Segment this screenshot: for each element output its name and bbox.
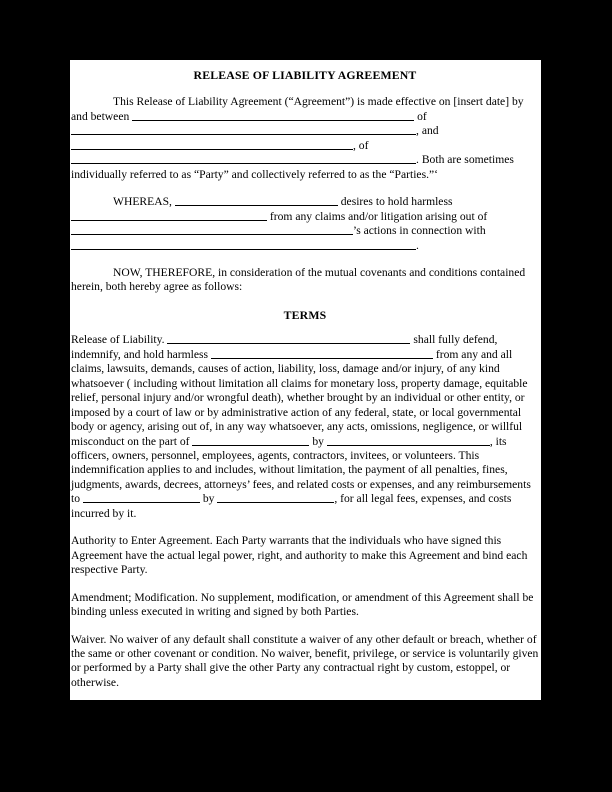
clause-release-of-liability: [71, 333, 539, 521]
blank-misconduct-actor[interactable]: [327, 435, 490, 446]
clause-authority-to-enter-agreement: [71, 534, 539, 577]
clause-label-amendment: Amendment; Modification.: [71, 590, 198, 604]
document-page: [70, 60, 541, 700]
whereas-desires-text: desires to hold harmless: [340, 195, 453, 209]
blank-whereas-harmless-party[interactable]: [71, 210, 267, 221]
blank-reimbursement-payer[interactable]: [217, 492, 334, 503]
blank-misconduct-party[interactable]: [192, 435, 309, 446]
intro-paragraph: [71, 95, 539, 182]
blank-party-one[interactable]: [132, 110, 414, 121]
clause-text-seg-1: shall fully defend, indemnify, and hold harmless: [71, 333, 498, 361]
intro-of-label-1: of: [417, 109, 427, 123]
clause-text-amendment: No supplement, modification, or amendment of this Agreement shall be binding unless executed in writing and signed by both Parties.: [71, 590, 534, 619]
whereas-period: .: [416, 238, 419, 252]
blank-party-two-address[interactable]: [71, 153, 416, 164]
now-therefore-text: NOW, THEREFORE, in consideration of the mutual covenants and conditions contained herein, both hereby agree as follows:: [71, 265, 526, 294]
blank-indemnitor[interactable]: [167, 333, 410, 344]
intro-parties-line: “Parties.”‘: [389, 167, 438, 181]
clause-amendment-modification: [71, 591, 539, 620]
clause-label-authority: Authority to Enter Agreement.: [71, 534, 213, 548]
whereas-from-claims-text: from any claims and/or litigation arising out of: [269, 209, 488, 223]
clause-waiver: [71, 633, 539, 691]
clause-label-release-of-liability: Release of Liability.: [71, 333, 165, 347]
clause-text-seg-3: by: [312, 434, 324, 448]
clause-text-seg-5: by: [202, 492, 215, 506]
blank-whereas-party[interactable]: [175, 195, 338, 206]
blank-indemnitee[interactable]: [211, 348, 433, 359]
intro-period: .: [416, 153, 419, 167]
clause-label-waiver: Waiver.: [71, 632, 107, 646]
blank-whereas-actor[interactable]: [71, 224, 353, 235]
intro-and-label: and: [421, 124, 439, 138]
whereas-paragraph: [71, 195, 539, 253]
now-therefore-paragraph: [71, 266, 539, 295]
terms-heading: TERMS: [283, 307, 327, 322]
clause-text-seg-2: from any and all claims, lawsuits, demands, causes of action, liability, loss, damage and/or injury, of any kind whatsoever ( including without limitation all claims for monetary loss, property damage, equitable relief, personal injury and/or wrongful death), whether brought by an individual or other entity, or imposed by a court of law or by administrative action of any federal, state, or local governmental body or agency, arising out of, in any way whatsoever, any acts, omissions, negligence, or willful misconduct on the part of: [71, 347, 528, 448]
whereas-actions-text: ’s actions in connection with: [353, 224, 486, 238]
blank-whereas-connection[interactable]: [71, 239, 416, 250]
clause-text-seg-4: , its officers, owners, personnel, employees, agents, contractors, invitees, or volunteers. This indemnification applies to and includes, without limitation, the payment of all penalties, fines, judgments, awards, decrees, attorneys’ fees, and related costs or expenses, and any reimbursements to: [71, 434, 531, 506]
blank-reimbursement-payee[interactable]: [83, 492, 200, 503]
blank-party-two[interactable]: [71, 139, 353, 150]
blank-party-one-address[interactable]: [71, 124, 416, 135]
clause-text-waiver: No waiver of any default shall constitute a waiver of any other default or breach, whether of the same or other covenant or condition. No waiver, benefit, privilege, or service is voluntarily given or performed by a Party shall give the other Party any contractual right by custom, estoppel, or otherwise.: [71, 632, 539, 689]
intro-comma: ,: [416, 124, 419, 138]
clause-text-seg-6: , for all legal fees, expenses, and costs incurred by it.: [71, 492, 512, 520]
document-body: [71, 68, 539, 690]
page-title: RELEASE OF LIABILITY AGREEMENT: [193, 68, 417, 82]
intro-both-line: Both are sometimes individually referred to as “Party” and collectively referred to as the: [71, 153, 514, 181]
whereas-label: WHEREAS,: [113, 195, 172, 209]
clause-text-authority: Each Party warrants that the individuals who have signed this Agreement have the actual legal power, right, and authority to make this Agreement and bind each respective Party.: [71, 534, 528, 577]
intro-of-label-2: , of: [353, 138, 369, 152]
intro-lead-text: This Release of Liability Agreement (“Agreement”) is made effective on [insert date] by and between: [71, 95, 524, 123]
